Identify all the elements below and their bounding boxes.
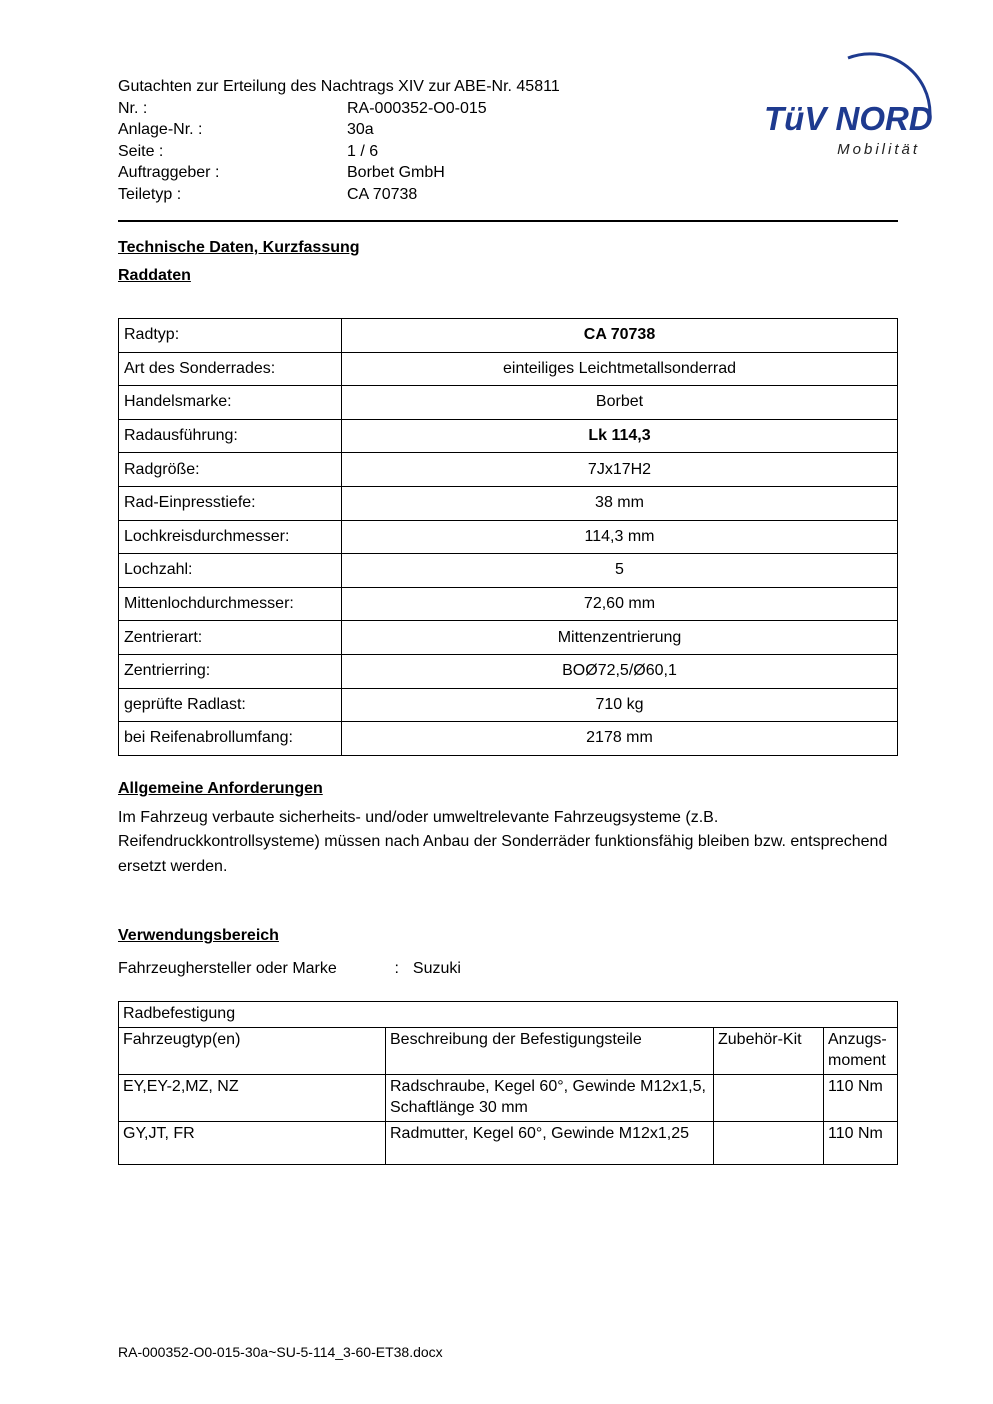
fahrzeugtyp-cell: GY,JT, FR bbox=[119, 1122, 386, 1165]
column-header-anzugsmoment: Anzugs-moment bbox=[824, 1028, 898, 1075]
table-row bbox=[119, 1075, 898, 1122]
table-row bbox=[119, 319, 898, 353]
table-row bbox=[119, 654, 898, 688]
table-header-row bbox=[119, 1028, 898, 1075]
table-row bbox=[119, 688, 898, 722]
moment-cell: 110 Nm bbox=[824, 1122, 898, 1165]
table-row bbox=[119, 1122, 898, 1165]
column-header-beschreibung: Beschreibung der Befestigungsteile bbox=[386, 1028, 714, 1075]
document-header bbox=[118, 76, 898, 205]
raddaten-label: Rad-Einpresstiefe: bbox=[119, 486, 342, 520]
raddaten-label: Radausführung: bbox=[119, 419, 342, 453]
column-header-fahrzeugtyp: Fahrzeugtyp(en) bbox=[119, 1028, 386, 1075]
field-label: Anlage-Nr. : bbox=[118, 121, 203, 138]
raddaten-label: Lochzahl: bbox=[119, 554, 342, 588]
logo-brand-text: TüV NORD bbox=[764, 100, 933, 137]
field-label: Seite : bbox=[118, 142, 164, 160]
field-label: Teiletyp : bbox=[118, 185, 182, 203]
raddaten-value: 710 kg bbox=[342, 688, 898, 722]
raddaten-label: bei Reifenabrollumfang: bbox=[119, 722, 342, 756]
radbefestigung-table bbox=[118, 1001, 898, 1165]
header-field-nr bbox=[118, 98, 898, 120]
field-label: Nr. : bbox=[118, 99, 148, 117]
table-row bbox=[119, 554, 898, 588]
table-row bbox=[119, 386, 898, 420]
fahrzeughersteller-label: Fahrzeughersteller oder Marke bbox=[118, 960, 337, 978]
field-value: RA-000352-O0-015 bbox=[347, 99, 487, 117]
field-value: Borbet GmbH bbox=[347, 164, 445, 181]
raddaten-label: Radtyp: bbox=[119, 319, 342, 353]
raddaten-label: Zentrierring: bbox=[119, 654, 342, 688]
fahrzeughersteller-value: Suzuki bbox=[412, 960, 461, 978]
section-heading-technische-daten: Technische Daten, Kurzfassung bbox=[118, 239, 360, 256]
raddaten-value: 72,60 mm bbox=[342, 587, 898, 621]
raddaten-value: Lk 114,3 bbox=[342, 419, 898, 453]
raddaten-value: 7Jx17H2 bbox=[342, 453, 898, 487]
table-row bbox=[119, 722, 898, 756]
raddaten-label: Lochkreisdurchmesser: bbox=[119, 520, 342, 554]
raddaten-table bbox=[118, 318, 898, 756]
raddaten-label: Mittenlochdurchmesser: bbox=[119, 587, 342, 621]
raddaten-value: BOØ72,5/Ø60,1 bbox=[342, 654, 898, 688]
moment-cell: 110 Nm bbox=[824, 1075, 898, 1122]
radbefestigung-title: Radbefestigung bbox=[119, 1002, 898, 1028]
header-divider bbox=[118, 220, 898, 222]
section-heading-allgemeine-anforderungen: Allgemeine Anforderungen bbox=[118, 779, 323, 797]
footer-filename: RA-000352-O0-015-30a~SU-5-114_3-60-ET38.docx bbox=[118, 1344, 443, 1360]
raddaten-value: 5 bbox=[342, 554, 898, 588]
raddaten-label: Zentrierart: bbox=[119, 621, 342, 655]
header-field-seite bbox=[118, 141, 898, 163]
fahrzeughersteller-colon: : bbox=[394, 960, 399, 978]
table-row bbox=[119, 1002, 898, 1028]
header-field-anlage bbox=[118, 119, 898, 141]
table-row bbox=[119, 587, 898, 621]
table-row bbox=[119, 486, 898, 520]
fahrzeugtyp-cell: EY,EY-2,MZ, NZ bbox=[119, 1075, 386, 1122]
table-row bbox=[119, 419, 898, 453]
zubehoer-cell bbox=[714, 1075, 824, 1122]
raddaten-value: Mittenzentrierung bbox=[342, 621, 898, 655]
beschreibung-cell: Radschraube, Kegel 60°, Gewinde M12x1,5, Schaftlänge 30 mm bbox=[386, 1075, 714, 1122]
raddaten-label: Handelsmarke: bbox=[119, 386, 342, 420]
document-title: Gutachten zur Erteilung des Nachtrags XIV zur ABE-Nr. 45811 bbox=[118, 78, 560, 95]
column-header-zubehoer-kit: Zubehör-Kit bbox=[714, 1028, 824, 1075]
beschreibung-cell: Radmutter, Kegel 60°, Gewinde M12x1,25 bbox=[386, 1122, 714, 1165]
table-row bbox=[119, 520, 898, 554]
field-label: Auftraggeber : bbox=[118, 164, 220, 181]
section-heading-verwendungsbereich: Verwendungsbereich bbox=[118, 927, 279, 945]
raddaten-value: Borbet bbox=[342, 386, 898, 420]
raddaten-value: einteiliges Leichtmetallsonderrad bbox=[342, 352, 898, 386]
raddaten-value: 2178 mm bbox=[342, 722, 898, 756]
field-value: CA 70738 bbox=[347, 185, 418, 203]
header-field-teiletyp bbox=[118, 184, 898, 206]
raddaten-label: geprüfte Radlast: bbox=[119, 688, 342, 722]
section-heading-raddaten: Raddaten bbox=[118, 267, 191, 284]
table-row bbox=[119, 352, 898, 386]
raddaten-value: 38 mm bbox=[342, 486, 898, 520]
fahrzeughersteller-line bbox=[118, 958, 898, 980]
field-value: 30a bbox=[347, 121, 374, 138]
table-row bbox=[119, 621, 898, 655]
raddaten-label: Art des Sonderrades: bbox=[119, 352, 342, 386]
raddaten-value: 114,3 mm bbox=[342, 520, 898, 554]
allgemeine-anforderungen-text: Im Fahrzeug verbaute sicherheits- und/oder umweltrelevante Fahrzeugsysteme (z.B. Reifendruckkontrollsysteme) müssen nach Anbau der Sonderräder funktionsfähig bleiben bzw. entsprechend ersetzt werden. bbox=[118, 808, 888, 875]
raddaten-label: Radgröße: bbox=[119, 453, 342, 487]
header-field-auftraggeber bbox=[118, 162, 898, 184]
logo-subtitle: Mobilität bbox=[837, 141, 920, 158]
raddaten-value: CA 70738 bbox=[342, 319, 898, 353]
field-value: 1 / 6 bbox=[347, 142, 379, 160]
zubehoer-cell bbox=[714, 1122, 824, 1165]
table-row bbox=[119, 453, 898, 487]
